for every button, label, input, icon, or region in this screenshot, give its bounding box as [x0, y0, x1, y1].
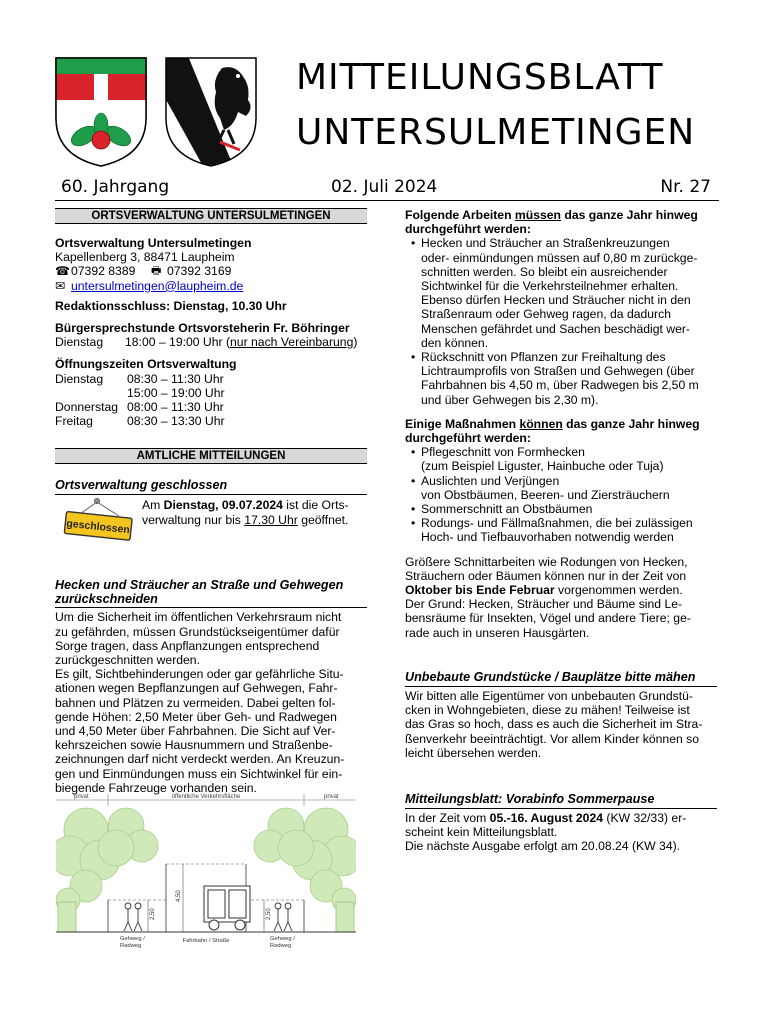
groessere-paragraph: Größere Schnittarbeiten wie Rodungen von Hecken, Sträuchern oder Bäumen können nur in der Zeit von Oktober bis Ende Februar vorgenommen werden. Der Grund: Hecken, Sträucher und Bäume sind Le- bensräume für Insekten, Vögel und andere Tiere; ge- rade auch in unseren Hausgärten.: [405, 554, 691, 640]
list-item: • Sommerschnitt an Obstbäumen: [411, 502, 593, 517]
oeffnungszeiten-head: Öffnungszeiten Ortsverwaltung: [55, 357, 237, 372]
sprechstunde-day: Dienstag: [55, 335, 104, 350]
label-privat-right: privat: [324, 794, 339, 800]
phone-number: 07392 8389: [71, 264, 136, 279]
hours-row: Dienstag 08:30 – 11:30 Uhr: [55, 371, 224, 386]
opening-hours: [55, 372, 367, 429]
hours-row: 15:00 – 19:00 Uhr: [127, 385, 225, 400]
sommerpause-title: Mitteilungsblatt: Vorabinfo Sommerpause: [405, 792, 717, 809]
coat-of-arms-right: [164, 56, 258, 168]
redaktionsschluss: Redaktionsschluss: Dienstag, 10.30 Uhr: [55, 298, 287, 313]
dim-250-right: 2,50: [266, 908, 272, 920]
clearance-diagram: [56, 790, 356, 950]
issue-bar: [55, 174, 719, 201]
masthead-title-line2: UNTERSULMETINGEN: [296, 112, 696, 153]
geschlossen-block: [55, 498, 367, 544]
unbebaut-body: Wir bitten alle Eigentümer von unbebauten Grundstü- cken in Wohngebieten, diese zu mähen! Teilweise ist das Gras so hoch, dass es auch die Sicherheit im Stra- ßenverkehr beeinträchtigt. Vor allem Kinder können so leicht übersehen werden.: [405, 688, 703, 760]
list-item: • Rückschnitt von Pflanzen zur Freihaltung des Lichtraumprofils von Straßen und Gehwegen (über Fahrbahnen bis 4,50 m, über Radwegen bis 2,50 m und über Gehwegen bis 2,30 m).: [411, 350, 699, 407]
hecken-title: Hecken und Sträucher an Straße und Gehwegen zurückschneiden: [55, 578, 367, 608]
section-head-ortsverwaltung: ORTSVERWALTUNG UNTERSULMETINGEN: [55, 208, 367, 224]
sprechstunde-row: [55, 335, 367, 349]
fax-number: 07392 3169: [167, 264, 232, 279]
muessen-list: [411, 236, 717, 406]
geschlossen-title: Ortsverwaltung geschlossen: [55, 478, 367, 495]
label-public-area: öffentliche Verkehrsfläche: [171, 794, 241, 800]
sprechstunde-time: 18:00 – 19:00 Uhr (nur nach Vereinbarung): [125, 335, 358, 350]
coat-of-arms-left: [54, 56, 148, 168]
label-gehweg-left-1: Gehweg /: [120, 936, 145, 942]
list-item: • Rodungs- und Fällmaßnahmen, die bei zulässigen Hoch- und Tiefbauvorhaben notwendig werden: [411, 516, 693, 545]
volume-label: 60. Jahrgang: [61, 177, 170, 197]
closed-sign-image: [61, 498, 139, 544]
label-gehweg-right-1: Gehweg /: [270, 936, 295, 942]
issue-number: Nr. 27: [660, 177, 711, 197]
list-item: • Auslichten und Verjüngen von Obstbäumen, Beeren- und Ziersträuchern: [411, 473, 670, 502]
issue-date: 02. Juli 2024: [331, 177, 438, 197]
email-row: [55, 279, 367, 293]
dim-250-left: 2,50: [150, 908, 156, 920]
label-privat-left: privat: [74, 794, 89, 800]
ov-address: Kapellenberg 3, 88471 Laupheim: [55, 250, 235, 265]
masthead-title-line1: MITTEILUNGSBLATT: [296, 57, 664, 98]
list-item: • Hecken und Sträucher an Straßenkreuzungen oder- einmündungen müssen auf 0,80 m zurückge- schnitten werden. So bleibt ein ausreichender Sichtwinkel für die Verkehrsteilnehmer erhalten. Ebenso dürfen Hecken und Sträucher nicht in den Straßenraum oder Gehweg ragen, da dadurch Menschen gefährdet und Sachen beschädigt wer- den können.: [411, 236, 698, 350]
koennen-head: Einige Maßnahmen können das ganze Jahr hinweg durchgeführt werden:: [405, 416, 700, 446]
unbebaut-title: Unbebaute Grundstücke / Bauplätze bitte mähen: [405, 670, 717, 687]
list-item: • Pflegeschnitt von Formhecken (zum Beispiel Liguster, Hainbuche oder Tuja): [411, 445, 664, 474]
appointment-note: nur nach Vereinbarung: [230, 335, 354, 350]
mail-icon: ✉: [55, 278, 66, 293]
fax-icon: 🖶: [151, 264, 162, 278]
label-fahrbahn: Fahrbahn / Straße: [182, 938, 230, 944]
hours-row: Freitag 08:30 – 13:30 Uhr: [55, 414, 225, 429]
hecken-body: Um die Sicherheit im öffentlichen Verkehrsraum nicht zu gefährden, müssen Grundstückseigentümer dafür Sorge tragen, dass Anpflanzungen entsprechend zurückgeschnitten werden. Es gilt, Sichtbehinderungen oder gar gefährliche Situ- ationen wegen Bepflanzungen auf Gehwegen, Fahr- bahnen und Plätzen zu vermeiden. Dabei gelten fol- gende Höhen: 2,50 Meter über Geh- und Radwegen und 4,50 Meter über Fahrbahnen. Die Sicht auf Ver- kehrszeichen sowie Hausnummern und Straßenbe- zeichnungen darf nicht verdeckt werden. An Kreuzun- gen und Einmündungen muss ein Sichtwinkel für ein- biegende Fahrzeuge vorhanden sein.: [55, 610, 345, 795]
section-head-amtliche: AMTLICHE MITTEILUNGEN: [55, 448, 367, 464]
email-link[interactable]: untersulmetingen@laupheim.de: [71, 278, 244, 293]
sprechstunde-head: Bürgersprechstunde Ortsvorsteherin Fr. Böhringer: [55, 321, 350, 336]
contact-row: [55, 264, 367, 278]
geschlossen-text: Am Dienstag, 09.07.2024 ist die Orts- verwaltung nur bis 17.30 Uhr geöffnet.: [142, 498, 349, 527]
phone-icon: ☎: [55, 264, 71, 279]
label-gehweg-left-2: Radweg: [120, 943, 142, 949]
right-column: [405, 208, 717, 854]
label-gehweg-right-2: Radweg: [270, 943, 292, 949]
ov-name: Ortsverwaltung Untersulmetingen: [55, 236, 252, 250]
hours-row: Donnerstag 08:00 – 11:30 Uhr: [55, 400, 224, 415]
sommerpause-body: In der Zeit vom 05.-16. August 2024 (KW 32/33) er- scheint kein Mitteilungsblatt. Die nächste Ausgabe erfolgt am 20.08.24 (KW 34).: [405, 810, 687, 854]
dim-450: 4,50: [176, 890, 182, 902]
koennen-list: [411, 445, 717, 544]
left-column: [55, 208, 367, 795]
muessen-head: Folgende Arbeiten müssen das ganze Jahr hinweg durchgeführt werden:: [405, 208, 698, 237]
sign-text: geschlossen: [65, 518, 131, 537]
